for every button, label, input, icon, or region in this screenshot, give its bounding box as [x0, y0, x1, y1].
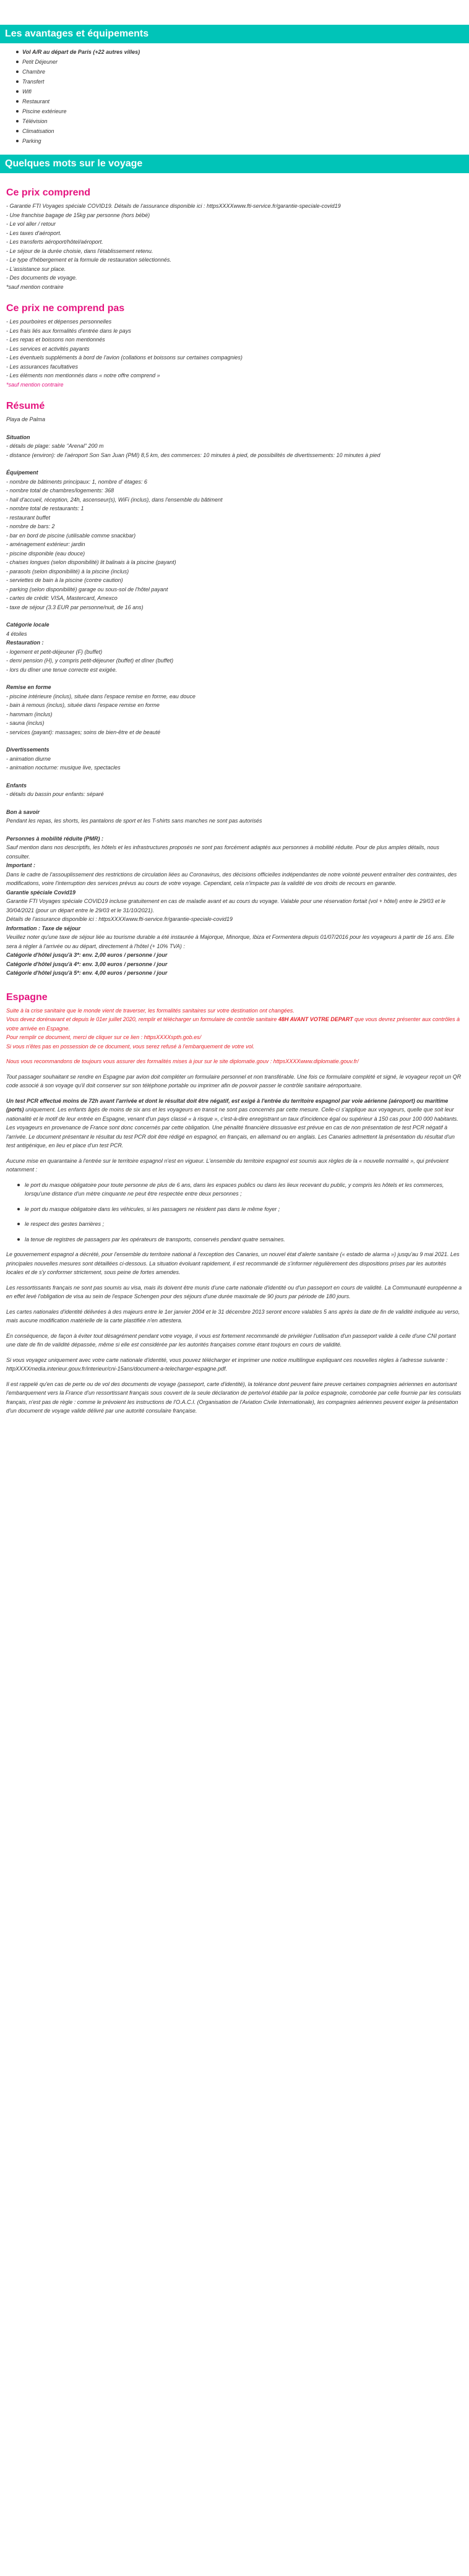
- espagne-p4: Le gouvernement espagnol a décrété, pour l'ensemble du territoire national à l'exception des Canaries, un nouvel état d'alerte sanitaire (« estado de alarma ») jusqu'au 9 mai 2021. Les principales nouvelles mesures sont détaillées ci-dessous. La situation évoluant rapidement, il est recommandé de s'informer régulièrement des dispositions prises par les autorités locales et de s'y conformer strictement, sous peine de fortes amendes.: [6, 1251, 460, 1275]
- children-line: - détails du bassin pour enfants: séparé: [6, 791, 104, 797]
- advantage-item: Petit Déjeuner: [22, 57, 469, 67]
- equipment-line: - taxe de séjour (3.3 EUR par personne/nuit, de 16 ans): [6, 604, 144, 610]
- espagne-bullet: le respect des gestes barrières ;: [25, 1220, 463, 1229]
- restauration-line: - lors du dîner une tenue correcte est exigée.: [6, 666, 118, 673]
- equipment-line: - serviettes de bain à la piscine (contre caution): [6, 577, 123, 583]
- resume-intro: Playa de Palma: [6, 416, 46, 422]
- included-item: - Les taxes d'aéroport.: [6, 229, 62, 236]
- entertainment-heading: Divertissements: [6, 747, 49, 753]
- equipment-line: - chaises longues (selon disponibilité) lit balinais à la piscine (payant): [6, 559, 176, 565]
- excluded-item: - Les frais liés aux formalités d'entrée dans le pays: [6, 327, 131, 334]
- espagne-p3: Aucune mise en quarantaine à l'entrée sur le territoire espagnol n'est en vigueur. L'ensemble du territoire espagnol est soumis aux règles de la « nouvelle normalité », qui prévoient notamment :: [6, 1157, 449, 1173]
- covid-link[interactable]: Détails de l'assurance disponible ici : httpsXXXXwww.fti-service.fr/garantie-speciale-covid19: [6, 916, 233, 922]
- important-text: Dans le cadre de l'assouplissement des restrictions de circulation liées au Coronavirus, des décisions officielles indépendantes de notre volonté peuvent entraîner des contraintes, des modifications, voire l'interruption des services prévus au cours de votre voyage. Cependant, cela n'impacte pas la validité de vos droits de recours en garantie.: [6, 871, 457, 886]
- good-to-know-block: [6, 808, 463, 826]
- advantages-banner: Les avantages et équipements: [0, 25, 469, 43]
- espagne-red-3[interactable]: Pour remplir ce document, merci de cliquer sur ce lien : httpsXXXXspth.gob.es/: [6, 1034, 202, 1040]
- included-item: - Le type d'hébergement et la formule de restauration sélectionnés.: [6, 257, 171, 263]
- espagne-p8[interactable]: Si vous voyagez uniquement avec votre carte nationale d'identité, vous pouvez télécharger et imprimer une notice multilingue expliquant ces nouvelles règles à l'adresse suivante : httpXXXXmedia.interieur.gouv.fr/interieur/cni-15ans/document-a-telecharger-espagne.pdf.: [6, 1356, 448, 1372]
- situation-line: - distance (environ): de l'aéroport Son San Juan (PMI) 8,5 km, des commerces: 10 minutes à pied, de possibilités de divertissements: 10 minutes à pied: [6, 451, 381, 458]
- restauration-line: - demi pension (H), y compris petit-déjeuner (buffet) et dîner (buffet): [6, 657, 174, 664]
- equipment-line: - nombre total de restaurants: 1: [6, 505, 84, 511]
- situation-heading: Situation: [6, 434, 30, 440]
- good_to_know-line: Pendant les repas, les shorts, les pantalons de sport et les T-shirts sans manches ne sont pas autorisés: [6, 818, 262, 824]
- included-title: Ce prix comprend: [6, 187, 91, 198]
- excluded-item: - Les assurances facultatives: [6, 363, 79, 370]
- advantage-item: Vol A/R au départ de Paris (+22 autres villes): [22, 47, 469, 57]
- equipment-block: [6, 468, 463, 612]
- fitness-line: - bain à remous (inclus), située dans l'espace remise en forme: [6, 702, 160, 708]
- espagne-red-4: Si vous n'êtes pas en possession de ce document, vous serez refusé à l'embarquement de votre vol.: [6, 1043, 255, 1050]
- included-item: - Garantie FTI Voyages spéciale COVID19. Détails de l'assurance disponible ici : httpsXXXXwww.fti-service.fr/garantie-speciale-covid19: [6, 203, 341, 209]
- tax-text: Veuillez noter qu'une taxe de séjour liée au tourisme durable a été instaurée à Majorque, Minorque, Ibiza et Formentera depuis 01/07/2016 pour les voyageurs à partir de 16 ans. Elle sera à régler à l'arrivée ou au départ, directement à l'hôtel (+ 10% TVA) :: [6, 934, 454, 949]
- pmr-text: Sauf mention dans nos descriptifs, les hôtels et les infrastructures proposés ne sont pas forcément adaptés aux personnes à mobilité réduite. Pour de plus amples détails, nous consulter.: [6, 844, 439, 860]
- included-item: - Les transferts aéroport/hôtel/aéroport.: [6, 239, 103, 245]
- entertainment-line: - animation diurne: [6, 755, 51, 762]
- excluded-title: Ce prix ne comprend pas: [6, 303, 125, 314]
- pmr-heading: Personnes à mobilité réduite (PMR) :: [6, 835, 104, 842]
- advantage-item: Parking: [22, 136, 469, 146]
- included-item: *sauf mention contraire: [6, 283, 64, 290]
- espagne-red-2: [6, 1015, 463, 1033]
- pmr-block: [6, 834, 463, 978]
- children-block: [6, 781, 463, 799]
- espagne-p2: [6, 1097, 463, 1150]
- advantage-item: Piscine extérieure: [22, 106, 469, 116]
- excluded-item: - Les éléments non mentionnés dans « notre offre comprend »: [6, 372, 160, 379]
- equipment-line: - aménagement extérieur: jardin: [6, 541, 85, 547]
- fitness-block: [6, 683, 463, 737]
- excluded-item: - Les services et activités payants: [6, 345, 90, 352]
- espagne-p2-bold: Un test PCR effectué moins de 72h avant l'arrivée et dont le résultat doit être négatif, est exigé à l'entrée du territoire espagnol par voie aérienne (aéroport) ou maritime (ports): [6, 1097, 449, 1113]
- tax-rate: Catégorie d'hôtel jusqu'à 4*: env. 3,00 euros / personne / jour: [6, 961, 168, 967]
- situation-block: [6, 433, 463, 460]
- espagne-p2-rest: uniquement. Les enfants âgés de moins de six ans et les voyageurs en transit ne sont pas concernés par cette mesure. Celle-ci s'applique aux voyageurs, quelle que soit leur nationalité et le motif de leur entrée en Espagne, venant d'un pays classé « à risque », c'est-à-dire enregistrant un taux d'incidence égal ou supérieur à 150 cas pour 100 000 habitants. Les voyageurs en provenance de France sont donc concernés par cette obligation. Une pénalité financière dissuasive est prévue en cas de non présentation de test PCR négatif à l'arrivée. Le document présentant le résultat du test PCR doit être rédigé en espagnol, en français, en allemand ou en anglais. Les Canaries admettent la présentation du résultat d'un test antigénique, en lieu et place d'un test PCR.: [6, 1106, 458, 1149]
- covid-text: Garantie FTI Voyages spéciale COVID19 incluse gratuitement en cas de maladie avant et au cours du voyage. Valable pour une réservation fortait (vol + hôtel) entre le 29/03 et le 30/04/2021 (pour un départ entre le 29/03 et le 31/10/2021).: [6, 898, 445, 914]
- fitness-line: - sauna (inclus): [6, 720, 45, 726]
- restauration-heading: Restauration :: [6, 640, 44, 646]
- tax-heading: Information : Taxe de séjour: [6, 925, 81, 931]
- equipment-line: - cartes de crédit: VISA, Mastercard, Amexco: [6, 595, 118, 601]
- espagne-p1: Tout passager souhaitant se rendre en Espagne par avion doit compléter un formulaire personnel et non transférable. Une fois ce formulaire complété et signé, le voyageur reçoit un QR code associé à son voyage qu'il doit conserver sur son téléphone portable ou imprimer afin de pouvoir passer le contrôle sanitaire aéroportuaire.: [6, 1073, 462, 1089]
- equipment-line: - parasols (selon disponibilité) à la piscine (inclus): [6, 568, 129, 575]
- category-block: [6, 620, 463, 674]
- included-item: - Une franchise bagage de 15kg par personne (hors bébé): [6, 212, 150, 218]
- fitness-line: - piscine intérieure (inclus), située dans l'espace remise en forme, eau douce: [6, 693, 196, 700]
- tax-rate: Catégorie d'hôtel jusqu'à 3*: env. 2,00 euros / personne / jour: [6, 952, 168, 958]
- advantages-list: [0, 47, 469, 146]
- entertainment-line: - animation nocturne: musique live, spectacles: [6, 764, 121, 771]
- espagne-p6: Les cartes nationales d'identité délivrées à des majeurs entre le 1er janvier 2004 et le 31 décembre 2013 seront encore valables 5 ans après la date de fin de validité indiquée au verso, mais aucune modification matérielle de la carte plastifiée n'en attestera.: [6, 1308, 460, 1324]
- equipment-line: - nombre de bars: 2: [6, 523, 55, 529]
- advantage-item: Wifi: [22, 87, 469, 96]
- espagne-bullet: le port du masque obligatoire pour toute personne de plus de 6 ans, dans les espaces publics ou dans les lieux recevant du public, y compris les hôtels et les commerces, lorsqu'une distance d'un mètre cinquante ne peut être respectée entre deux personnes ;: [25, 1181, 463, 1199]
- equipment-line: - nombre total de chambres/logements: 368: [6, 487, 114, 494]
- espagne-red-2a: Vous devez dorénavant et depuis le 01er juillet 2020, remplir et télécharger un formulaire de contrôle sanitaire: [6, 1016, 278, 1022]
- espagne-p9: Il est rappelé qu'en cas de perte ou de vol des documents de voyage (passeport, carte d'identité), la tolérance dont peuvent faire preuve certaines compagnies aériennes en autorisant l'embarquement vers la France d'un ressortissant français sous couvert de la seule déclaration de perte/vol établie par la police espagnole, corroborée par celle fournie par les consulats français, n'est pas de règle : comme le prévoient les instructions de l'O.A.C.I. (Organisation de l'Aviation Civile Internationale), les compagnies aériennes peuvent exiger la présentation d'un document de voyage valide délivré par une autorité consulaire française.: [6, 1380, 462, 1414]
- included-item: - L'assistance sur place.: [6, 265, 66, 272]
- tax-rate: Catégorie d'hôtel jusqu'à 5*: env. 4,00 euros / personne / jour: [6, 970, 168, 976]
- entertainment-block: [6, 745, 463, 772]
- category-heading: Catégorie locale: [6, 622, 49, 628]
- advantage-item: Restaurant: [22, 96, 469, 106]
- fitness-heading: Remise en forme: [6, 684, 51, 690]
- equipment-line: - parking (selon disponibilité) garage ou sous-sol de l'hôtel payant: [6, 586, 168, 593]
- advantage-item: Transfert: [22, 77, 469, 87]
- important-heading: Important :: [6, 862, 35, 868]
- equipment-line: - restaurant buffet: [6, 514, 51, 521]
- page: [0, 25, 469, 1434]
- equipment-heading: Équipement: [6, 469, 38, 476]
- advantage-item: Climatisation: [22, 126, 469, 136]
- espagne-red-2b: 48H AVANT VOTRE DEPART: [278, 1016, 353, 1022]
- resume-body: [6, 415, 463, 978]
- main-content: [0, 187, 469, 1416]
- excluded-list: [6, 317, 463, 389]
- category-value: 4 étoiles: [6, 630, 27, 637]
- espagne-body: [6, 1006, 463, 1416]
- espagne-p7: En conséquence, de façon à éviter tout désagrément pendant votre voyage, il vous est fortement recommandé de privilégier l'utilisation d'un passeport valide à celle d'une CNI portant une date de fin de validité dépassée, même si elle est considérée par les autorités françaises comme étant toujours en cours de validité.: [6, 1332, 456, 1348]
- fitness-line: - hammam (inclus): [6, 711, 53, 717]
- espagne-bullet: le port du masque obligatoire dans les véhicules, si les passagers ne résident pas dans le même foyer ;: [25, 1205, 463, 1214]
- espagne-title: Espagne: [6, 991, 48, 1003]
- espagne-red-2c: que vous devrez présenter aux contrôles à votre arrivée en Espagne.: [6, 1016, 460, 1032]
- included-item: - Le séjour de la durée choisie, dans l'établissement retenu.: [6, 247, 153, 254]
- fitness-line: - services (payant): massages; soins de bien-être et de beauté: [6, 729, 161, 735]
- equipment-line: - bar en bord de piscine (utilisable comme snackbar): [6, 532, 136, 539]
- good-to-know-heading: Bon à savoir: [6, 808, 40, 815]
- espagne-bullet: la tenue de registres de passagers par les opérateurs de transports, conservés pendant quatre semaines.: [25, 1235, 463, 1244]
- espagne-bullets: [6, 1181, 463, 1244]
- children-heading: Enfants: [6, 782, 27, 789]
- included-item: - Le vol aller / retour: [6, 221, 56, 227]
- resume-title: Résumé: [6, 401, 45, 411]
- included-list: [6, 202, 463, 291]
- voyage-banner: Quelques mots sur le voyage: [0, 155, 469, 173]
- excluded-item: *sauf mention contraire: [6, 381, 64, 388]
- advantage-item: Chambre: [22, 67, 469, 77]
- espagne-red-1: Suite à la crise sanitaire que le monde vient de traverser, les formalités sanitaires sur votre destination ont changées.: [6, 1007, 295, 1014]
- included-item: - Des documents de voyage.: [6, 275, 77, 281]
- situation-line: - détails de plage: sable "Arenal" 200 m: [6, 443, 104, 449]
- espagne-p5: Les ressortissants français ne sont pas soumis au visa, mais ils doivent être munis d'une carte nationale d'identité ou d'un passeport en cours de validité. La Communauté européenne a en effet levé l'obligation de visa au sein de l'espace Schengen pour des séjours d'une durée maximale de 90 jours par période de 180 jours.: [6, 1284, 462, 1299]
- espagne-red-5[interactable]: Nous vous recommandons de toujours vous assurer des formalités mises à jour sur le site diplomatie.gouv : httpsXXXXwww.diplomatie.gouv.fr/: [6, 1058, 359, 1064]
- excluded-item: - Les éventuels suppléments à bord de l'avion (collations et boissons sur certaines compagnies): [6, 354, 243, 361]
- equipment-line: - hall d'accueil, réception, 24h, ascenseur(s), WiFi (inclus), dans l'ensemble du bâtiment: [6, 496, 223, 503]
- equipment-line: - piscine disponible (eau douce): [6, 550, 85, 557]
- advantage-item: Télévision: [22, 116, 469, 126]
- equipment-line: - nombre de bâtiments principaux: 1, nombre d' étages: 6: [6, 478, 147, 485]
- excluded-item: - Les repas et boissons non mentionnés: [6, 336, 105, 343]
- covid-heading: Garantie spéciale Covid19: [6, 889, 76, 896]
- restauration-line: - logement et petit-déjeuner (F) (buffet): [6, 648, 103, 655]
- excluded-item: - Les pourboires et dépenses personnelles: [6, 319, 112, 325]
